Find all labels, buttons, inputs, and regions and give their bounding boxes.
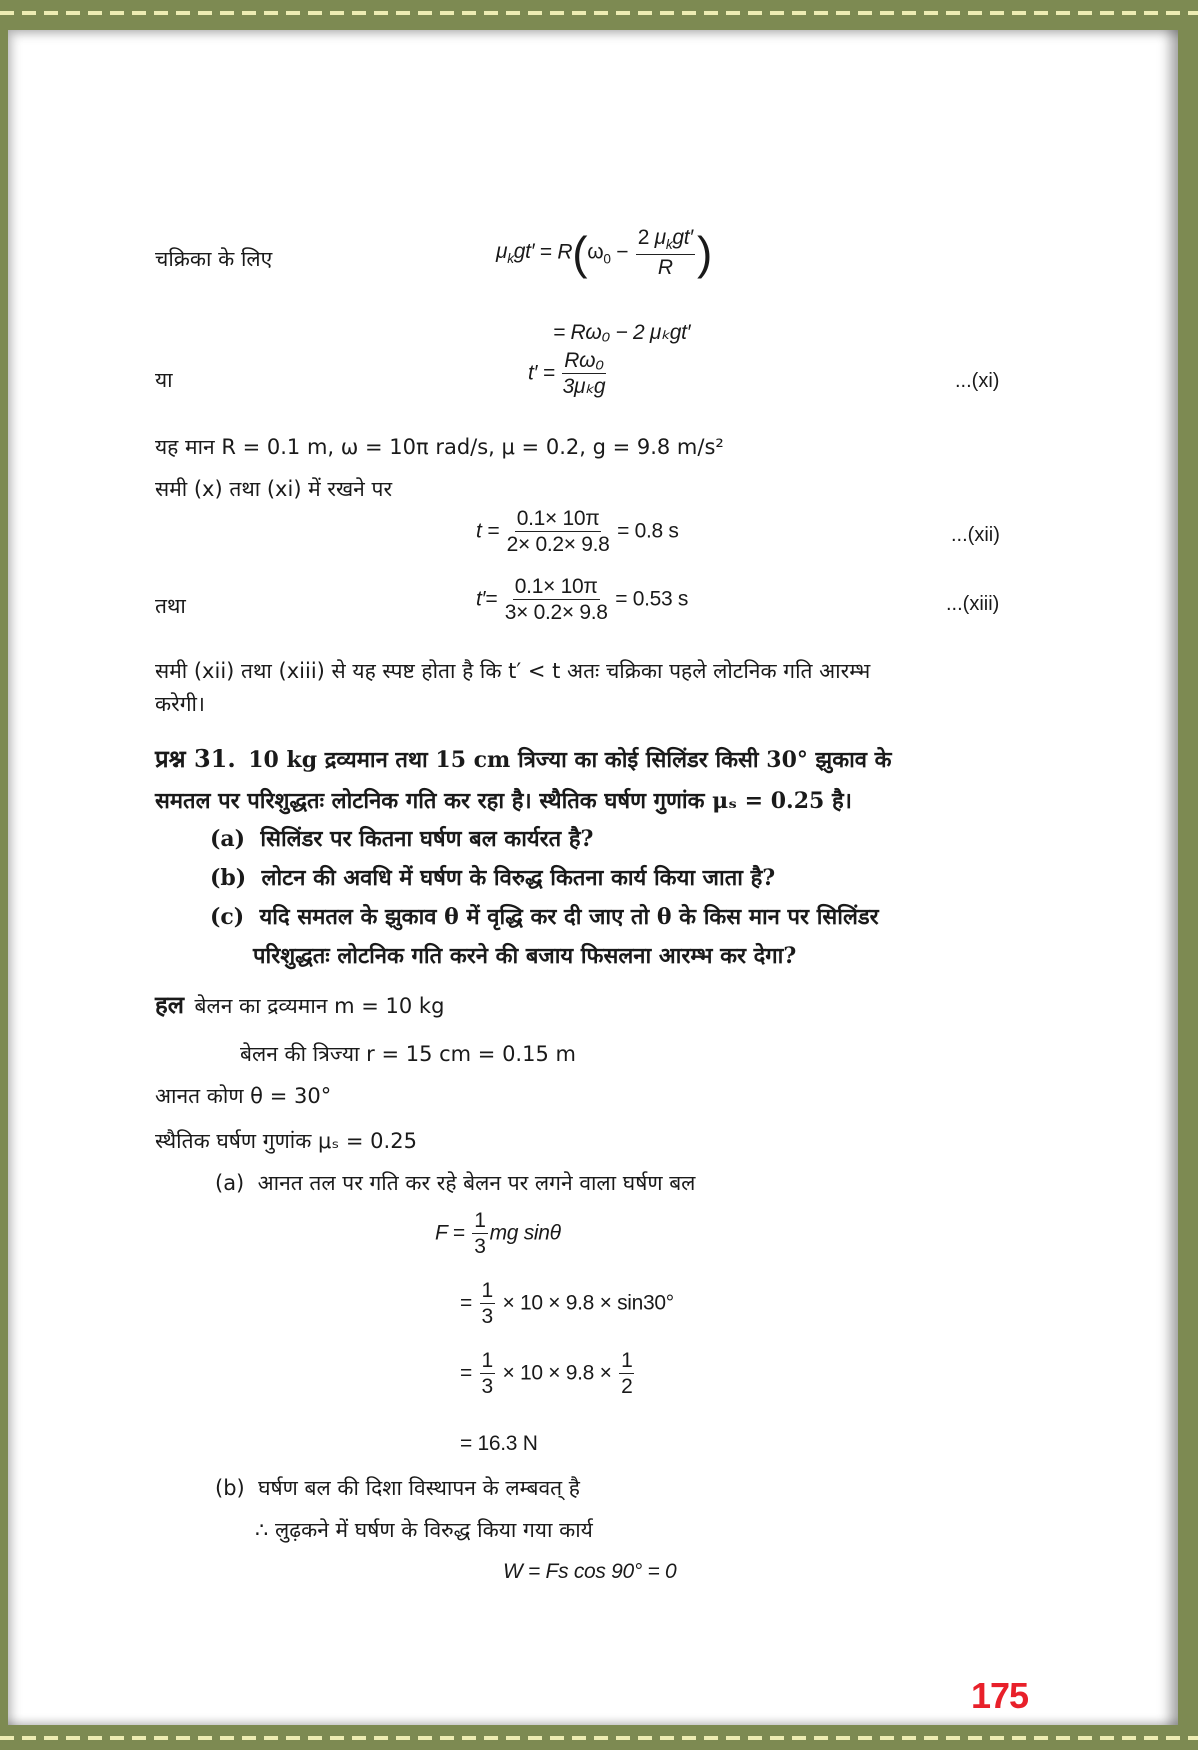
tp-num: 0.1× 10π [513,576,600,600]
friction-result: = 16.3 N [460,1432,538,1455]
work-equation: W = Fs cos 90° = 0 [503,1560,677,1583]
t-prime-den: 3μₖg [562,375,606,399]
t-result: = 0.8 s [617,519,679,543]
eq-number-xiii: ...(xiii) [946,593,1000,615]
top-stitch-border [0,11,1198,15]
substitute-line: समी (x) तथा (xi) में रखने पर [155,477,393,501]
page-number: 175 [971,1675,1029,1716]
tp-lhs: t′= [476,587,498,611]
solution-mu-line: स्थैतिक घर्षण गुणांक μₛ = 0.25 [155,1129,417,1153]
solution-label: हल [155,990,185,1019]
friction-step-2: = $\frac{1}{3}$ × 10 × 9.8 × sin30° [460,1279,674,1329]
question-text-line-2: समतल पर परिशुद्धतः लोटनिक गति कर रहा है। स्थैतिक घर्षण गुणांक μₛ = 0.25 है। [155,788,852,814]
ya-label: या [155,368,173,392]
book-page [8,30,1178,1725]
t-num: 0.1× 10π [515,508,602,532]
question-part-c-line-2: परिशुद्धतः लोटनिक गति करने की बजाय फिसलना आरम्भ कर देगा? [253,943,797,969]
solution-part-b: (b) घर्षण बल की दिशा विस्थापन के लम्बवत् है [215,1476,580,1500]
question-part-c: (c) यदि समतल के झुकाव θ में वृद्धि कर दी जाए तो θ के किस मान पर सिलिंडर [210,904,879,930]
disk-step2: = Rω₀ − 2 μₖgt′ [553,321,691,344]
friction-step-3: = $\frac{1}{3}$ × 10 × 9.8 × $\frac{1}{2}$ [460,1349,633,1399]
question-31 [155,742,892,775]
question-label: प्रश्न 31. [155,744,236,773]
solution-mass-line: हल बेलन का द्रव्यमान m = 10 kg [155,990,445,1019]
t-prime-num: Rω₀ [562,350,605,374]
eq-number-xii: ...(xii) [951,524,1000,546]
conclusion-line-1: समी (xii) तथा (xiii) से यह स्पष्ट होता है कि t′ < t अतः चक्रिका पहले लोटनिक गति आरम्भ [155,659,871,683]
bottom-stitch-border [0,1736,1198,1740]
conclusion-line-2: करेगी। [155,692,205,716]
question-text-line-1: 10 kg द्रव्यमान तथा 15 cm त्रिज्या का कोई सिलिंडर किसी 30° झुकाव के [248,747,892,773]
tp-result: = 0.53 s [615,587,689,611]
t-den: 2× 0.2× 9.8 [506,533,610,557]
solution-radius-line: बेलन की त्रिज्या r = 15 cm = 0.15 m [240,1042,576,1066]
t-prime-lhs: t′ = [528,361,555,385]
eq-number-xi: ...(xi) [955,370,1000,392]
values-line: यह मान R = 0.1 m, ω = 10π rad/s, μ = 0.2, g = 9.8 m/s² [155,435,724,459]
therefore-line: ∴ लुढ़कने में घर्षण के विरुद्ध किया गया कार्य [255,1518,593,1542]
tatha-label: तथा [155,594,186,618]
t-lhs: t = [476,519,500,543]
disk-equation: $\mu_kgt' = R(\omega_0$ − $\frac{2 \mu_kgt'}{R}$ ) [496,226,712,279]
solution-angle-line: आनत कोण θ = 30° [155,1084,332,1108]
solution-part-a: (a) आनत तल पर गति कर रहे बेलन पर लगने वाला घर्षण बल [215,1171,696,1195]
question-part-b: (b) लोटन की अवधि में घर्षण के विरुद्ध कितना कार्य किया जाता है? [210,865,776,891]
question-part-a: (a) सिलिंडर पर कितना घर्षण बल कार्यरत है? [210,826,594,852]
t-prime-equation [528,350,608,398]
t-equation [476,508,679,556]
tp-den: 3× 0.2× 9.8 [504,601,608,625]
friction-formula: F = $\frac{1}{3}$ mg sinθ [435,1209,561,1259]
disk-label: चक्रिका के लिए [155,247,273,271]
t-prime-value-equation [476,576,688,624]
